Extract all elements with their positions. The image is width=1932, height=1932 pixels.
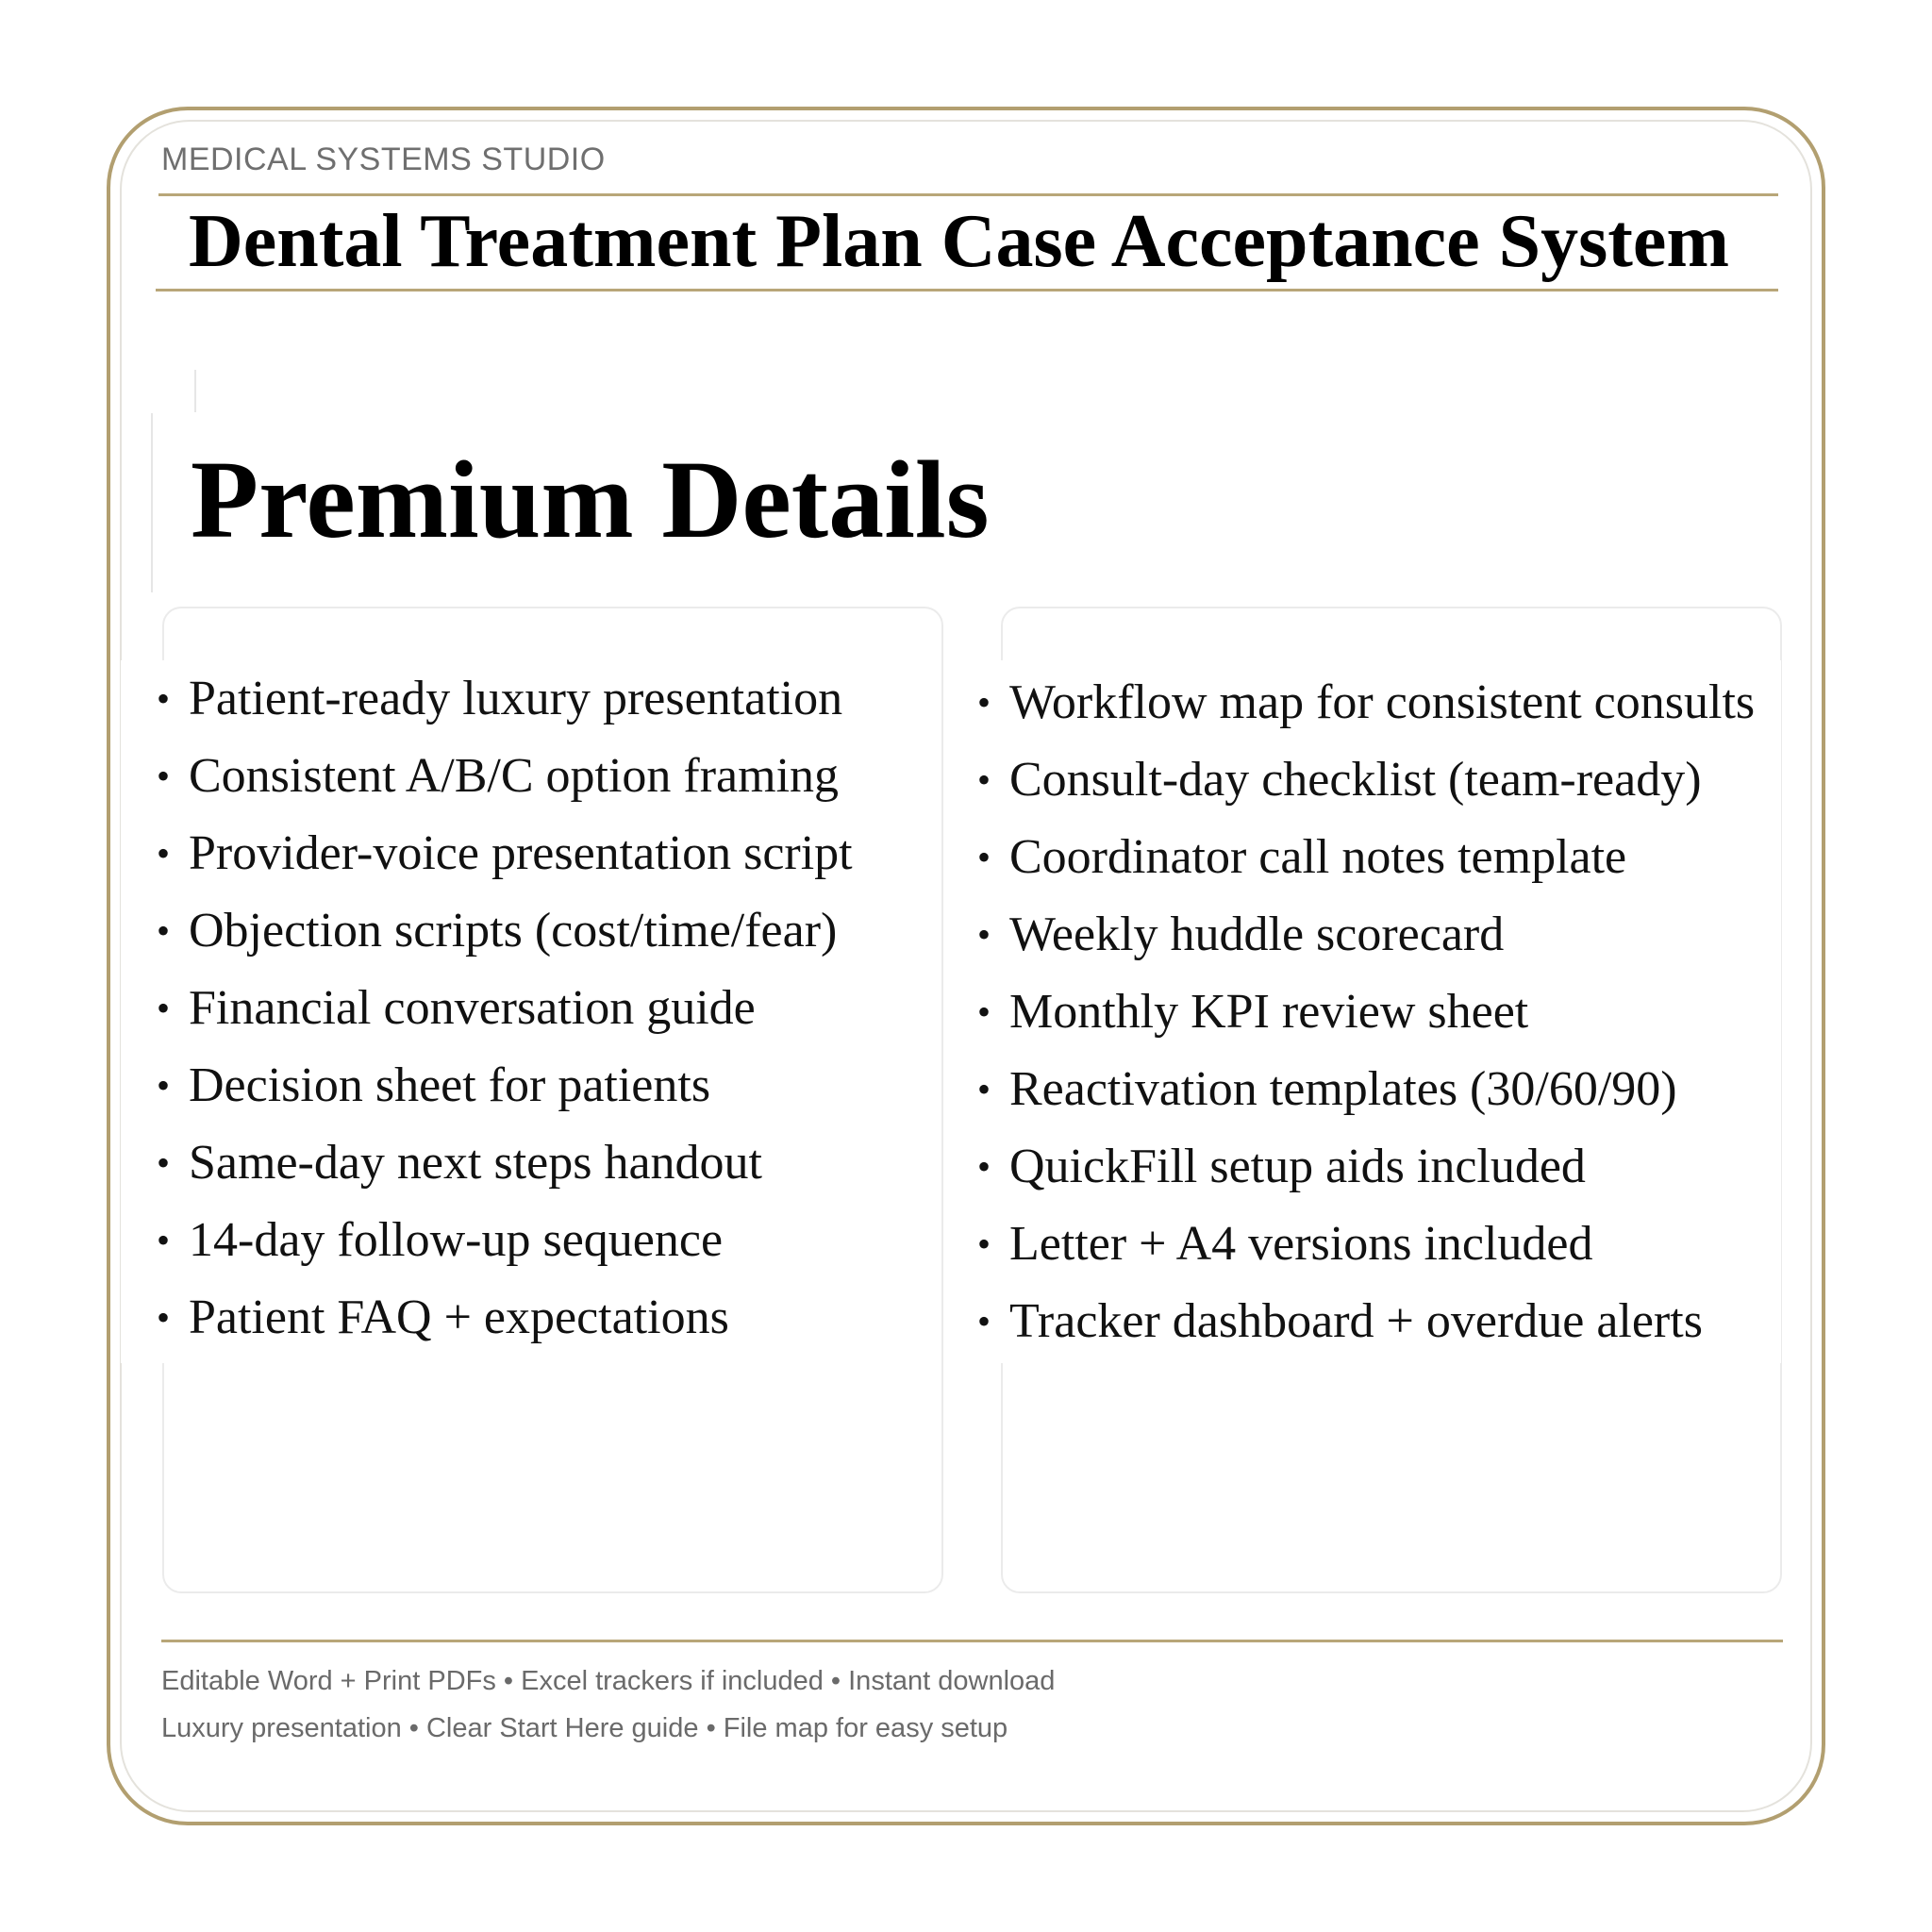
bullet-icon: •: [157, 987, 171, 1029]
feature-list-right: [977, 664, 1755, 1360]
feature-item: [157, 892, 853, 970]
bullet-icon: •: [157, 1219, 171, 1261]
footer-divider: [161, 1640, 1783, 1642]
feature-item-label: Objection scripts (cost/time/fear): [189, 904, 838, 958]
bullet-icon: •: [977, 681, 991, 724]
brand-label: MEDICAL SYSTEMS STUDIO: [161, 142, 606, 177]
bullet-icon: •: [977, 991, 991, 1033]
feature-item-label: Tracker dashboard + overdue alerts: [1009, 1294, 1703, 1348]
feature-item: [157, 815, 853, 892]
bullet-icon: •: [977, 1300, 991, 1342]
feature-item: [977, 896, 1755, 974]
feature-item: [977, 1283, 1755, 1360]
bullet-icon: •: [157, 909, 171, 952]
feature-item: [977, 1206, 1755, 1283]
feature-item: [977, 974, 1755, 1051]
feature-item: [157, 1047, 853, 1124]
feature-item: [977, 664, 1755, 741]
feature-item-label: Monthly KPI review sheet: [1009, 985, 1529, 1039]
bullet-icon: •: [157, 755, 171, 797]
feature-item-label: QuickFill setup aids included: [1009, 1140, 1586, 1193]
feature-item-label: Same-day next steps handout: [189, 1136, 762, 1190]
decorative-tick: [151, 413, 153, 592]
feature-item-label: Patient FAQ + expectations: [189, 1291, 729, 1344]
footer-line-formats: Editable Word + Print PDFs • Excel trackers if included • Instant download: [161, 1666, 1056, 1696]
feature-item-label: 14-day follow-up sequence: [189, 1213, 724, 1267]
feature-item: [977, 819, 1755, 896]
footer-line-extras: Luxury presentation • Clear Start Here guide • File map for easy setup: [161, 1713, 1008, 1743]
feature-item: [157, 738, 853, 815]
title-divider-bottom: [156, 289, 1778, 291]
bullet-icon: •: [977, 1145, 991, 1188]
bullet-icon: •: [157, 832, 171, 874]
feature-item: [157, 970, 853, 1047]
bullet-icon: •: [977, 758, 991, 801]
feature-item-label: Letter + A4 versions included: [1009, 1217, 1593, 1271]
feature-item: [157, 1279, 853, 1357]
feature-item: [157, 1202, 853, 1279]
feature-item-label: Patient-ready luxury presentation: [189, 672, 843, 725]
feature-item-label: Weekly huddle scorecard: [1009, 908, 1505, 961]
bullet-icon: •: [157, 1064, 171, 1107]
feature-item: [977, 1128, 1755, 1206]
feature-item-label: Coordinator call notes template: [1009, 830, 1627, 884]
feature-item: [977, 741, 1755, 819]
feature-item-label: Reactivation templates (30/60/90): [1009, 1062, 1677, 1116]
feature-item-label: Workflow map for consistent consults: [1009, 675, 1756, 729]
bullet-icon: •: [157, 1296, 171, 1339]
feature-item-label: Provider-voice presentation script: [189, 826, 853, 880]
bullet-icon: •: [977, 836, 991, 878]
bullet-icon: •: [977, 1068, 991, 1110]
feature-item: [977, 1051, 1755, 1128]
feature-item-label: Decision sheet for patients: [189, 1058, 711, 1112]
feature-item: [157, 1124, 853, 1202]
bullet-icon: •: [977, 913, 991, 956]
section-title: Premium Details: [191, 438, 990, 561]
document-title: Dental Treatment Plan Case Acceptance System: [189, 200, 1730, 283]
decorative-tick: [194, 370, 196, 412]
bullet-icon: •: [157, 1141, 171, 1184]
feature-list-left: [157, 660, 853, 1357]
feature-item-label: Consistent A/B/C option framing: [189, 749, 840, 803]
feature-item-label: Financial conversation guide: [189, 981, 756, 1035]
feature-item: [157, 660, 853, 738]
bullet-icon: •: [157, 677, 171, 720]
feature-item-label: Consult-day checklist (team-ready): [1009, 753, 1702, 807]
bullet-icon: •: [977, 1223, 991, 1265]
